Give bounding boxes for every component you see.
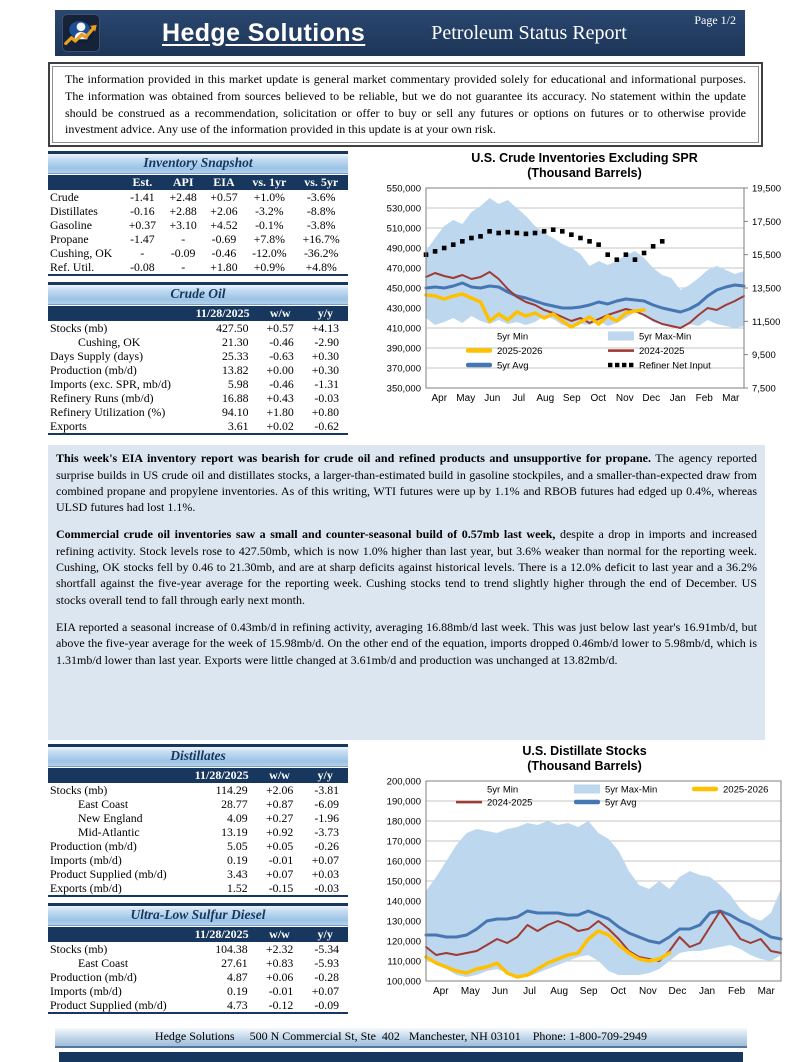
row-label: Cushing, OK xyxy=(50,246,113,261)
cell-value: +0.43 xyxy=(266,391,294,406)
svg-text:Aug: Aug xyxy=(536,392,555,404)
cell-value: +2.32 xyxy=(266,942,294,957)
cell-value: 3.61 xyxy=(227,419,249,434)
table-row xyxy=(48,405,348,419)
cell-value: -12.0% xyxy=(252,246,287,261)
cell-value: 4.87 xyxy=(227,970,248,985)
table-title: Inventory Snapshot xyxy=(48,151,348,173)
column-header xyxy=(48,306,184,321)
row-label: Days Supply (days) xyxy=(50,349,144,364)
cell-value: +0.07 xyxy=(266,867,294,882)
svg-text:Jan: Jan xyxy=(669,392,686,404)
cell-value: -0.69 xyxy=(211,232,237,247)
commentary-body: EIA reported a seasonal increase of 0.43mb/d in refining activity, averaging 16.88mb/d last week. This was just below last year's 16.91mb/d, but above the five-year average for the week of 15.98mb/d. On the other end of the equation, imports dropped 0.46mb/d lower to 5.98mb/d, which is 1.31mb/d lower than last year. Exports were little changed at 3.61mb/d and production was unchanged at 13.82mb/d. xyxy=(56,620,757,667)
svg-text:Jul: Jul xyxy=(512,392,526,404)
row-label: Stocks (mb) xyxy=(50,942,108,957)
svg-text:2025-2026: 2025-2026 xyxy=(723,784,769,796)
svg-text:170,000: 170,000 xyxy=(386,836,421,848)
svg-text:Dec: Dec xyxy=(642,392,661,404)
svg-text:7,500: 7,500 xyxy=(752,383,776,395)
column-header: y/y xyxy=(302,927,348,942)
column-header: y/y xyxy=(302,768,348,783)
svg-text:200,000: 200,000 xyxy=(386,776,421,788)
svg-text:Jun: Jun xyxy=(491,985,509,997)
row-label: Crude xyxy=(50,190,79,205)
svg-text:2024-2025: 2024-2025 xyxy=(639,345,685,357)
cell-value: 3.43 xyxy=(227,867,248,882)
commentary-body: The agency reported surprise builds in US crude oil and distillates stocks, a larger-than-estimated build in gasoline stockpiles, and a smaller-than-expected draw from combined propane and propylene inventories. As of this writing, WTI futures were up by 1.1% and RBOB futures had edged up 0.4%, whereas ULSD futures had lost 1.1%. xyxy=(56,451,757,515)
row-crude xyxy=(48,151,795,441)
row-label: Imports (exc. SPR, mb/d) xyxy=(50,377,171,392)
cell-value: 0.19 xyxy=(227,853,248,868)
footer-accent-bar xyxy=(59,1052,743,1062)
cell-value: -0.08 xyxy=(130,260,155,275)
cell-value: +2.88 xyxy=(169,204,197,219)
svg-text:470,000: 470,000 xyxy=(386,263,421,275)
cell-value: -5.34 xyxy=(314,942,339,957)
svg-text:5yr Min: 5yr Min xyxy=(497,331,529,343)
cell-value: 25.33 xyxy=(222,349,249,364)
svg-text:490,000: 490,000 xyxy=(386,243,421,255)
distillates-section xyxy=(48,744,348,897)
table-row xyxy=(48,260,348,275)
report-title: Petroleum Status Report xyxy=(431,21,627,44)
cell-value: -0.26 xyxy=(314,839,339,854)
svg-text:Jan: Jan xyxy=(698,985,716,997)
row-label: East Coast xyxy=(78,956,129,971)
svg-text:Jun: Jun xyxy=(484,392,501,404)
column-header: vs. 5yr xyxy=(294,175,348,190)
cell-value: -6.09 xyxy=(314,797,339,812)
svg-text:Mar: Mar xyxy=(757,985,775,997)
svg-text:130,000: 130,000 xyxy=(386,916,421,928)
crude-oil-table xyxy=(48,306,348,435)
svg-text:510,000: 510,000 xyxy=(386,223,421,235)
row-label: Production (mb/d) xyxy=(50,970,137,985)
row-label: Imports (mb/d) xyxy=(50,984,122,999)
disclaimer-box xyxy=(48,62,763,147)
row-label: Exports xyxy=(50,419,87,434)
row-label: Stocks (mb) xyxy=(50,783,108,798)
svg-text:120,000: 120,000 xyxy=(386,936,421,948)
cell-value: -3.73 xyxy=(314,825,339,840)
cell-value: - xyxy=(140,246,145,261)
svg-text:5yr Max-Min: 5yr Max-Min xyxy=(605,784,658,796)
cell-value: +1.80 xyxy=(266,405,294,420)
disclaimer-text: The information provided in this market update is general market commentary provided solely for educational and informational purposes. The information was obtained from sources believed to be reliable, but we do not guarantee its accuracy. No statement within the update should be construed as a recommendation, solicitation or offer to buy or sell any futures or options on futures or to otherwise provide investment advice. Any use of the information provided in this update is at your own risk. xyxy=(52,66,759,143)
svg-text:May: May xyxy=(460,985,480,997)
svg-text:Sep: Sep xyxy=(562,392,581,404)
cell-value: 114.29 xyxy=(215,783,248,798)
row-label: Refinery Utilization (%) xyxy=(50,405,166,420)
column-header: Est. xyxy=(122,175,163,190)
svg-text:410,000: 410,000 xyxy=(386,323,421,335)
cell-value: -0.09 xyxy=(170,246,196,261)
cell-value: -0.01 xyxy=(268,984,294,999)
table-row xyxy=(48,377,348,391)
table-row xyxy=(48,853,348,867)
distillate-chart-block xyxy=(374,744,795,999)
table-title: Ultra-Low Sulfur Diesel xyxy=(48,903,348,925)
cell-value: +0.87 xyxy=(266,797,294,812)
column-header: EIA xyxy=(204,175,245,190)
cell-value: -3.2% xyxy=(255,204,284,219)
cell-value: 16.88 xyxy=(222,391,249,406)
cell-value: +0.07 xyxy=(311,984,339,999)
commentary-panel xyxy=(48,445,765,740)
column-header: 11/28/2025 xyxy=(182,768,256,783)
cell-value: 27.61 xyxy=(221,956,248,971)
svg-text:Feb: Feb xyxy=(728,985,746,997)
cell-value: +4.52 xyxy=(210,218,238,233)
cell-value: +0.83 xyxy=(266,956,294,971)
commentary-lead: This week's EIA inventory report was bearish for crude oil and refined products and unsupportive for propane. xyxy=(56,451,651,466)
cell-value: -1.31 xyxy=(314,377,339,392)
column-header: y/y xyxy=(303,306,348,321)
row-label: Cushing, OK xyxy=(78,335,141,350)
crude-oil-section xyxy=(48,282,348,435)
svg-text:17,500: 17,500 xyxy=(752,216,782,228)
cell-value: 4.73 xyxy=(227,998,248,1013)
cell-value: +0.9% xyxy=(253,260,285,275)
cell-value: -1.96 xyxy=(314,811,339,826)
cell-value: +0.92 xyxy=(266,825,294,840)
svg-text:5yr Max-Min: 5yr Max-Min xyxy=(639,331,692,343)
cell-value: +2.06 xyxy=(210,204,238,219)
row-label: Ref. Util. xyxy=(50,260,95,275)
svg-text:Oct: Oct xyxy=(610,985,627,997)
crude-inventories-chart xyxy=(374,184,795,406)
cell-value: 13.19 xyxy=(221,825,248,840)
cell-value: -0.15 xyxy=(268,881,294,896)
cell-value: -0.46 xyxy=(269,377,294,392)
brand-title: Hedge Solutions xyxy=(162,18,366,47)
cell-value: +0.57 xyxy=(266,321,294,336)
cell-value: 13.82 xyxy=(222,363,249,378)
column-header: API xyxy=(163,175,204,190)
left-column-distillates xyxy=(48,744,348,1020)
table-row xyxy=(48,984,348,998)
row-label: Production (mb/d) xyxy=(50,363,137,378)
cell-value: +0.30 xyxy=(311,349,339,364)
row-label: Exports (mb/d) xyxy=(50,881,122,896)
table-row xyxy=(48,190,348,204)
svg-text:15,500: 15,500 xyxy=(752,249,782,261)
svg-text:350,000: 350,000 xyxy=(386,383,421,395)
svg-text:160,000: 160,000 xyxy=(386,856,421,868)
row-label: Product Supplied (mb/d) xyxy=(50,867,167,882)
row-label: Gasoline xyxy=(50,218,92,233)
cell-value: -0.28 xyxy=(314,970,339,985)
table-row xyxy=(48,218,348,232)
chart-title-line2: (Thousand Barrels) xyxy=(527,759,642,774)
svg-text:13,500: 13,500 xyxy=(752,283,782,295)
footer-contact-bar: Hedge Solutions 500 N Commercial St, Ste 402 Manchester, NH 03101 Phone: 1-800-709-2949 xyxy=(55,1028,747,1048)
row-label: Production (mb/d) xyxy=(50,839,137,854)
cell-value: -0.03 xyxy=(314,881,339,896)
report-header xyxy=(55,10,745,56)
cell-value: -3.81 xyxy=(314,783,339,798)
page-number: Page 1/2 xyxy=(694,13,736,27)
svg-text:180,000: 180,000 xyxy=(386,816,421,828)
cell-value: 4.09 xyxy=(227,811,248,826)
svg-text:19,500: 19,500 xyxy=(752,183,782,195)
chart-title xyxy=(374,744,795,775)
row-label: Stocks (mb) xyxy=(50,321,108,336)
cell-value: -3.8% xyxy=(306,218,336,233)
table-row xyxy=(48,998,348,1013)
cell-value: +0.57 xyxy=(210,190,238,205)
column-header: 11/28/2025 xyxy=(184,306,258,321)
cell-value: -5.93 xyxy=(314,956,339,971)
cell-value: -3.6% xyxy=(306,190,336,205)
table-header-row xyxy=(48,175,348,190)
cell-value: +0.00 xyxy=(266,363,294,378)
table-row xyxy=(48,419,348,434)
row-label: Mid-Atlantic xyxy=(78,825,140,840)
row-label: East Coast xyxy=(78,797,129,812)
svg-text:2025-2026: 2025-2026 xyxy=(497,345,543,357)
table-row xyxy=(48,363,348,377)
table-row xyxy=(48,321,348,335)
row-label: Distillates xyxy=(50,204,98,219)
cell-value: +0.37 xyxy=(128,218,157,233)
cell-value: 104.38 xyxy=(215,942,248,957)
svg-text:550,000: 550,000 xyxy=(386,183,421,195)
table-header-row xyxy=(48,768,348,783)
svg-text:Feb: Feb xyxy=(695,392,713,404)
cell-value: -36.2% xyxy=(303,246,339,261)
crude-chart-block xyxy=(374,151,795,406)
cell-value: -0.62 xyxy=(314,419,339,434)
cell-value: +4.13 xyxy=(311,321,339,336)
commentary-paragraph xyxy=(56,526,757,608)
cell-value: +0.27 xyxy=(266,811,294,826)
svg-text:370,000: 370,000 xyxy=(386,363,421,375)
cell-value: 427.50 xyxy=(216,321,249,336)
row-distillates xyxy=(48,744,795,1020)
cell-value: -0.1% xyxy=(255,218,284,233)
inventory-snapshot-section xyxy=(48,151,348,276)
cell-value: +0.07 xyxy=(311,853,339,868)
svg-text:5yr Min: 5yr Min xyxy=(487,784,519,796)
cell-value: +7.8% xyxy=(253,232,285,247)
cell-value: 1.52 xyxy=(227,881,248,896)
column-header: w/w xyxy=(258,306,303,321)
table-row xyxy=(48,811,348,825)
cell-value: -0.01 xyxy=(268,853,294,868)
svg-text:100,000: 100,000 xyxy=(386,976,421,988)
cell-value: -0.16 xyxy=(130,204,155,219)
table-row xyxy=(48,204,348,218)
cell-value: +0.03 xyxy=(311,867,339,882)
column-header: w/w xyxy=(257,768,303,783)
cell-value: -0.09 xyxy=(314,998,339,1013)
svg-text:2024-2025: 2024-2025 xyxy=(487,797,533,809)
column-header xyxy=(48,175,122,190)
svg-text:9,500: 9,500 xyxy=(752,349,776,361)
svg-text:150,000: 150,000 xyxy=(386,876,421,888)
cell-value: +0.05 xyxy=(266,839,294,854)
svg-text:450,000: 450,000 xyxy=(386,283,421,295)
cell-value: 28.77 xyxy=(221,797,248,812)
svg-text:430,000: 430,000 xyxy=(386,303,421,315)
svg-text:Dec: Dec xyxy=(668,985,687,997)
svg-text:Jul: Jul xyxy=(523,985,536,997)
table-row xyxy=(48,391,348,405)
svg-text:Apr: Apr xyxy=(431,392,448,404)
table-header-row xyxy=(48,306,348,321)
ulsd-table xyxy=(48,927,348,1014)
table-header-row xyxy=(48,927,348,942)
distillate-stocks-chart xyxy=(374,777,795,999)
cell-value: -1.41 xyxy=(130,190,155,205)
commentary-paragraph xyxy=(56,619,757,668)
cell-value: +1.80 xyxy=(210,260,238,275)
svg-text:Nov: Nov xyxy=(638,985,657,997)
svg-text:Nov: Nov xyxy=(615,392,634,404)
table-row xyxy=(48,956,348,970)
chart-title xyxy=(374,151,795,182)
table-row xyxy=(48,783,348,797)
cell-value: 5.05 xyxy=(227,839,248,854)
cell-value: - xyxy=(181,260,186,275)
cell-value: -0.12 xyxy=(268,998,294,1013)
cell-value: -0.03 xyxy=(314,391,339,406)
left-column-crude xyxy=(48,151,348,441)
cell-value: +0.02 xyxy=(266,419,294,434)
hedge-solutions-logo-icon xyxy=(62,14,100,52)
svg-text:Mar: Mar xyxy=(722,392,740,404)
table-row xyxy=(48,839,348,853)
table-title: Distillates xyxy=(48,744,348,766)
row-label: New England xyxy=(78,811,143,826)
cell-value: +3.10 xyxy=(169,218,197,233)
cell-value: -0.46 xyxy=(211,246,237,261)
cell-value: +16.7% xyxy=(302,232,340,247)
ulsd-section xyxy=(48,903,348,1014)
cell-value: -0.63 xyxy=(269,349,294,364)
svg-text:May: May xyxy=(456,392,476,404)
chart-title-line1: U.S. Distillate Stocks xyxy=(522,744,647,759)
table-row xyxy=(48,970,348,984)
distillates-table xyxy=(48,768,348,897)
cell-value: 5.98 xyxy=(227,377,249,392)
cell-value: -0.46 xyxy=(269,335,294,350)
column-header xyxy=(48,768,182,783)
table-row xyxy=(48,246,348,260)
table-row xyxy=(48,335,348,349)
cell-value: -1.47 xyxy=(130,232,155,247)
svg-text:5yr Avg: 5yr Avg xyxy=(605,797,637,809)
svg-text:Apr: Apr xyxy=(433,985,449,997)
cell-value: -2.90 xyxy=(314,335,339,350)
table-title: Crude Oil xyxy=(48,282,348,304)
chart-title-line2: (Thousand Barrels) xyxy=(527,166,642,181)
row-label: Propane xyxy=(50,232,89,247)
commentary-lead: Commercial crude oil inventories saw a small and counter-seasonal build of 0.57mb last week, xyxy=(56,527,556,542)
cell-value: +2.48 xyxy=(169,190,197,205)
svg-text:5yr Avg: 5yr Avg xyxy=(497,360,529,372)
table-row xyxy=(48,867,348,881)
cell-value: 0.19 xyxy=(227,984,248,999)
cell-value: -8.8% xyxy=(306,204,336,219)
cell-value: +0.30 xyxy=(311,363,339,378)
column-header: 11/28/2025 xyxy=(182,927,256,942)
chart-title-line1: U.S. Crude Inventories Excluding SPR xyxy=(471,151,698,166)
svg-text:Oct: Oct xyxy=(590,392,607,404)
svg-text:Aug: Aug xyxy=(550,985,569,997)
row-label: Refinery Runs (mb/d) xyxy=(50,391,154,406)
column-header: vs. 1yr xyxy=(244,175,294,190)
cell-value: - xyxy=(181,232,186,247)
table-row xyxy=(48,349,348,363)
row-label: Product Supplied (mb/d) xyxy=(50,998,167,1013)
cell-value: 21.30 xyxy=(222,335,249,350)
table-row xyxy=(48,825,348,839)
svg-text:530,000: 530,000 xyxy=(386,203,421,215)
table-row xyxy=(48,797,348,811)
cell-value: +0.06 xyxy=(266,970,294,985)
cell-value: 94.10 xyxy=(222,405,249,420)
svg-text:11,500: 11,500 xyxy=(752,316,781,328)
svg-text:140,000: 140,000 xyxy=(386,896,421,908)
cell-value: +4.8% xyxy=(305,260,337,275)
svg-text:Sep: Sep xyxy=(579,985,598,997)
svg-text:190,000: 190,000 xyxy=(386,796,421,808)
svg-text:390,000: 390,000 xyxy=(386,343,421,355)
column-header: w/w xyxy=(257,927,303,942)
svg-text:110,000: 110,000 xyxy=(387,956,421,968)
table-row xyxy=(48,232,348,246)
svg-text:Refiner Net Input: Refiner Net Input xyxy=(639,360,711,372)
table-row xyxy=(48,881,348,896)
commentary-paragraph xyxy=(56,450,757,515)
table-row xyxy=(48,942,348,956)
cell-value: +0.80 xyxy=(311,405,339,420)
cell-value: +2.06 xyxy=(266,783,294,798)
row-label: Imports (mb/d) xyxy=(50,853,122,868)
column-header xyxy=(48,927,182,942)
inventory-snapshot-table xyxy=(48,175,348,276)
cell-value: +1.0% xyxy=(253,190,285,205)
commentary-body: despite a drop in imports and increased refining activity. Stock levels rose to 427.50mb, which is now 1.0% higher than last year, but 3.6% weaker than normal for the reporting week. Cushing, OK stocks fell by 0.46 to 21.30mb, and are at sharp deficits against historical levels. There is a 12.0% deficit to last year and a 36.2% shortfall against the five-year average for the reporting week. Cushing stocks tend to trend slightly higher through the end of December. US stocks overall tend to fall through early next month. xyxy=(56,527,758,607)
